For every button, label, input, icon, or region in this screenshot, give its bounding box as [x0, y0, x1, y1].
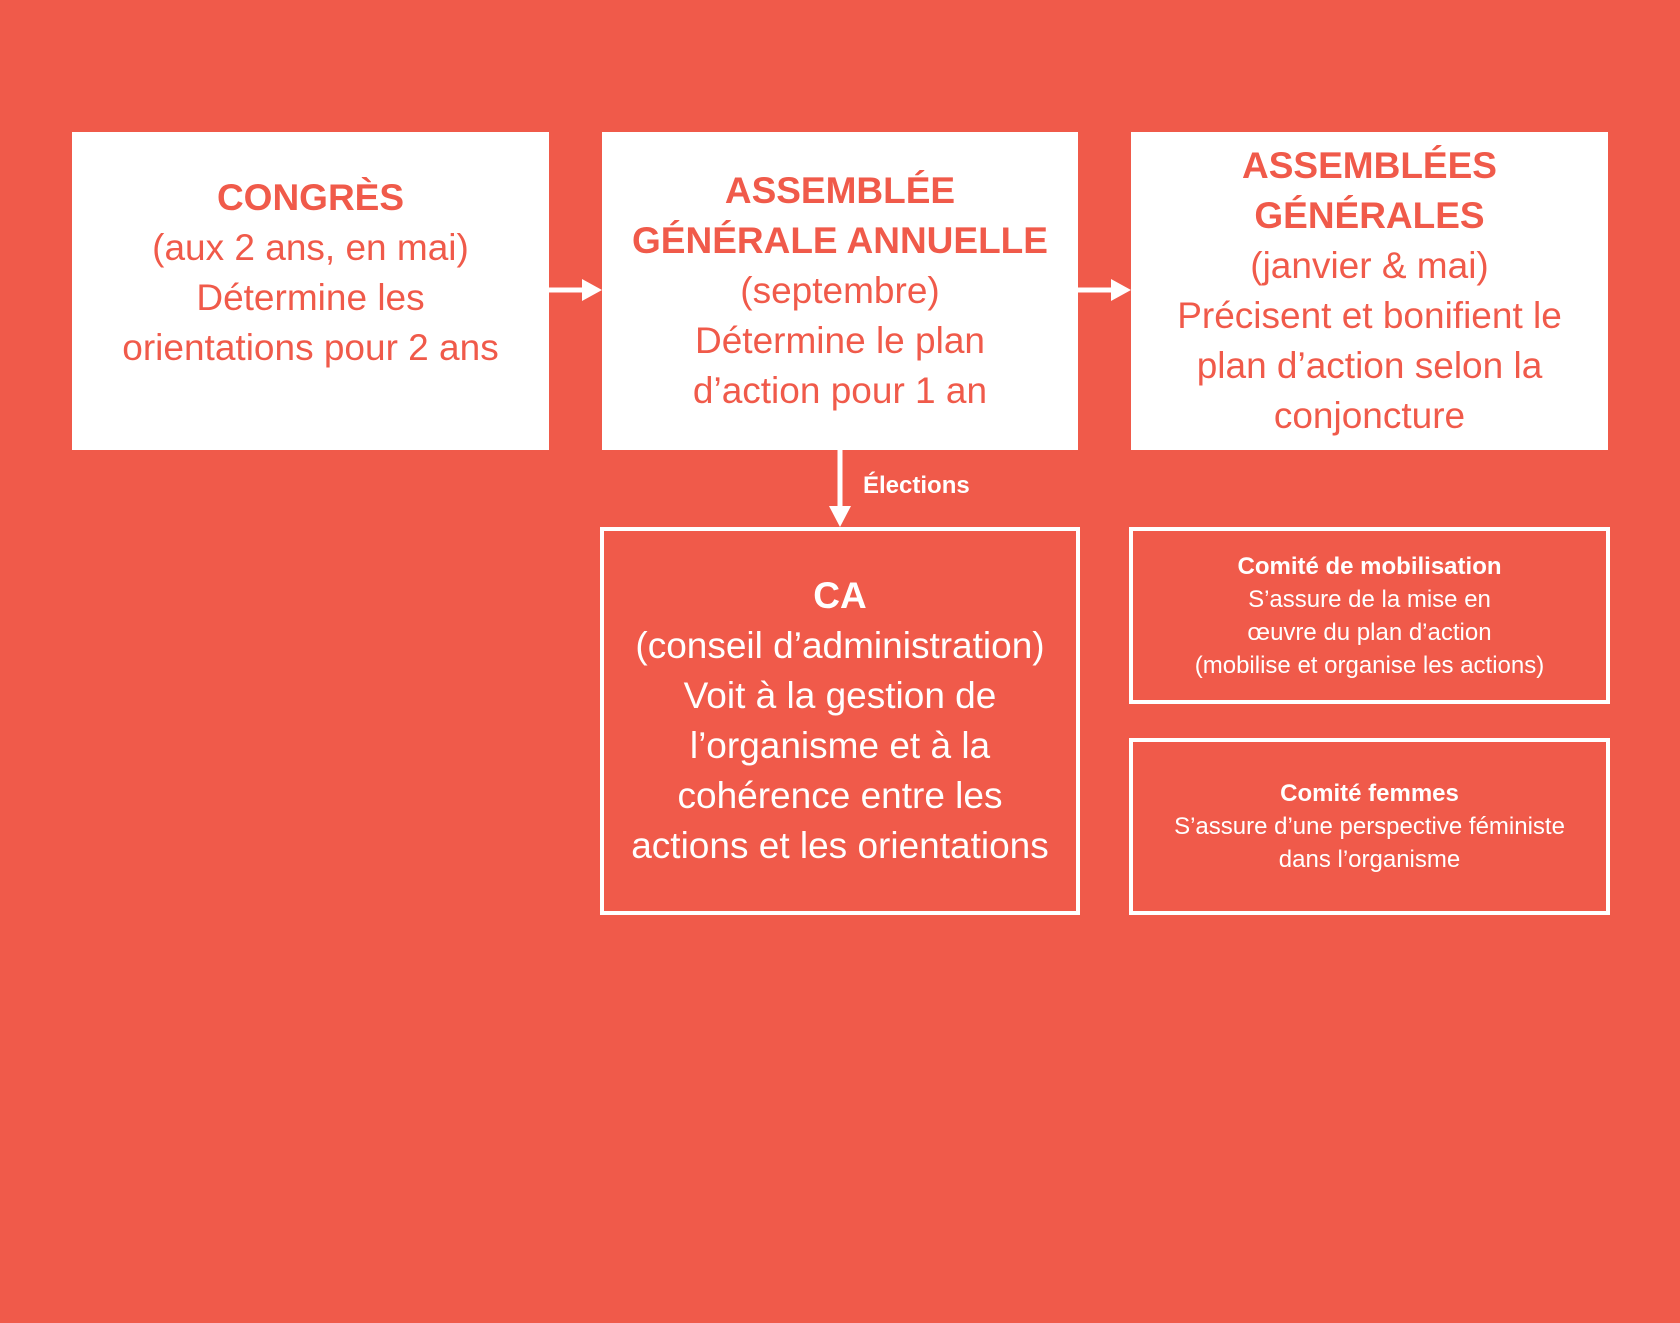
comite-femmes-box: [1129, 738, 1610, 915]
arrow-congres-to-aga: [549, 279, 602, 301]
ag-title-line-2: GÉNÉRALES: [1254, 195, 1485, 236]
congres-desc-line-2: orientations pour 2 ans: [122, 327, 499, 368]
ag-desc-line-3: conjoncture: [1273, 395, 1466, 436]
ag-desc-line-1: Précisent et bonifient le: [1177, 295, 1562, 336]
aga-title-line-2: GÉNÉRALE ANNUELLE: [632, 220, 1048, 261]
ca-desc-line-4: actions et les orientations: [631, 825, 1049, 866]
mobilisation-desc-line-1: S’assure de la mise en: [1248, 585, 1491, 613]
ca-desc-line-2: l’organisme et à la: [689, 725, 991, 766]
aga-desc-line-1: Détermine le plan: [695, 320, 985, 361]
ca-box: [600, 527, 1080, 915]
ag-subtitle: (janvier & mai): [1250, 245, 1489, 286]
assemblee-annuelle-box: [602, 132, 1078, 450]
ca-desc-line-1: Voit à la gestion de: [683, 675, 997, 716]
arrow-aga-to-ca: [829, 450, 851, 527]
ag-title-line-1: ASSEMBLÉES: [1242, 145, 1497, 186]
congres-subtitle: (aux 2 ans, en mai): [152, 227, 469, 268]
congres-desc-line-1: Détermine les: [196, 277, 425, 318]
comite-mobilisation-box: [1129, 527, 1610, 704]
congres-box: [72, 132, 549, 450]
elections-label: Élections: [863, 472, 970, 499]
ca-subtitle: (conseil d’administration): [635, 625, 1045, 666]
ag-desc-line-2: plan d’action selon la: [1196, 345, 1543, 386]
femmes-desc-line-2: dans l’organisme: [1278, 846, 1461, 873]
ca-title: CA: [813, 575, 867, 616]
arrow-aga-to-ag: [1078, 279, 1131, 301]
aga-title-line-1: ASSEMBLÉE: [724, 170, 956, 211]
mobilisation-desc-line-2: œuvre du plan d’action: [1247, 618, 1492, 646]
aga-desc-line-2: d’action pour 1 an: [692, 370, 988, 411]
femmes-title: Comité femmes: [1280, 780, 1459, 807]
femmes-desc-line-1: S’assure d’une perspective féministe: [1174, 813, 1565, 840]
congres-title: CONGRÈS: [216, 177, 405, 218]
assemblees-generales-box: [1131, 132, 1608, 450]
mobilisation-desc-line-3: (mobilise et organise les actions): [1194, 651, 1545, 679]
ca-desc-line-3: cohérence entre les: [677, 775, 1003, 816]
aga-subtitle: (septembre): [740, 270, 940, 311]
mobilisation-title: Comité de mobilisation: [1237, 552, 1502, 580]
